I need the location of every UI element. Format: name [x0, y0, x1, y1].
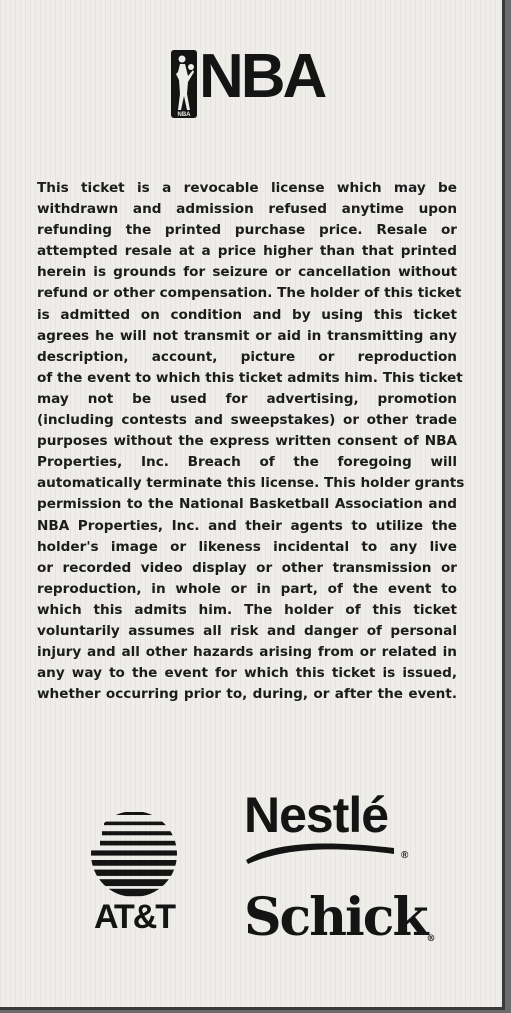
legal-line: voluntarily assumes all risk and danger of personal [37, 622, 457, 639]
legal-line: NBA Properties, Inc. and their agents to utilize the [37, 517, 457, 534]
legal-terms-text [37, 178, 465, 705]
nestle-registered-mark: ® [401, 850, 409, 861]
legal-line: attempted resale at a price higher than that printed [37, 243, 457, 260]
legal-line: herein is grounds for seizure or cancellation without [37, 264, 457, 281]
legal-line: This ticket is a revocable license which may be [37, 180, 457, 196]
nestle-swoosh-icon [244, 838, 409, 866]
legal-line: (including contests and sweepstakes) or other trade [37, 412, 457, 429]
legal-line: whether occurring prior to, during, or after the event. [37, 686, 457, 703]
nba-player-silhouette-icon [171, 50, 197, 118]
att-globe-icon [90, 810, 178, 898]
legal-line: permission to the National Basketball Association and [37, 496, 457, 513]
legal-line: Properties, Inc. Breach of the foregoing will [37, 454, 457, 471]
legal-line: withdrawn and admission refused anytime upon [37, 201, 457, 218]
legal-line: injury and all other hazards arising from or related in [37, 644, 457, 661]
nba-logo [171, 42, 336, 120]
legal-line: description, account, picture or reproduction [37, 348, 457, 365]
legal-line: or recorded video display or other transmission or [37, 559, 457, 576]
legal-line: any way to the event for which this ticket is issued, [37, 665, 457, 682]
legal-line: refund or other compensation. The holder of this ticket [37, 285, 462, 302]
legal-line: refunding the printed purchase price. Resale or [37, 222, 457, 239]
schick-name: Schick [244, 887, 427, 948]
legal-line: may not be used for advertising, promotion [37, 390, 457, 407]
nba-wordmark: NBA [199, 42, 325, 111]
legal-line: agrees he will not transmit or aid in transmitting any [37, 327, 457, 344]
legal-line: holder's image or likeness incidental to any live [37, 538, 457, 555]
legal-line: purposes without the express written consent of NBA [37, 433, 457, 450]
legal-line: automatically terminate this license. This holder grants [37, 475, 465, 492]
legal-line: reproduction, in whole or in part, of the event to [37, 580, 457, 597]
att-logo-text: AT&T [93, 898, 175, 936]
schick-registered-mark: ® [426, 934, 436, 944]
nba-mini-label: NBA [177, 112, 191, 118]
legal-line: is admitted on condition and by using this ticket [37, 306, 457, 323]
nestle-logo-text: Nestlé [244, 787, 389, 843]
legal-line: of the event to which this ticket admits him. This ticket [37, 369, 463, 386]
legal-line: which this admits him. The holder of this ticket [37, 601, 457, 618]
schick-logo-text [244, 887, 436, 948]
